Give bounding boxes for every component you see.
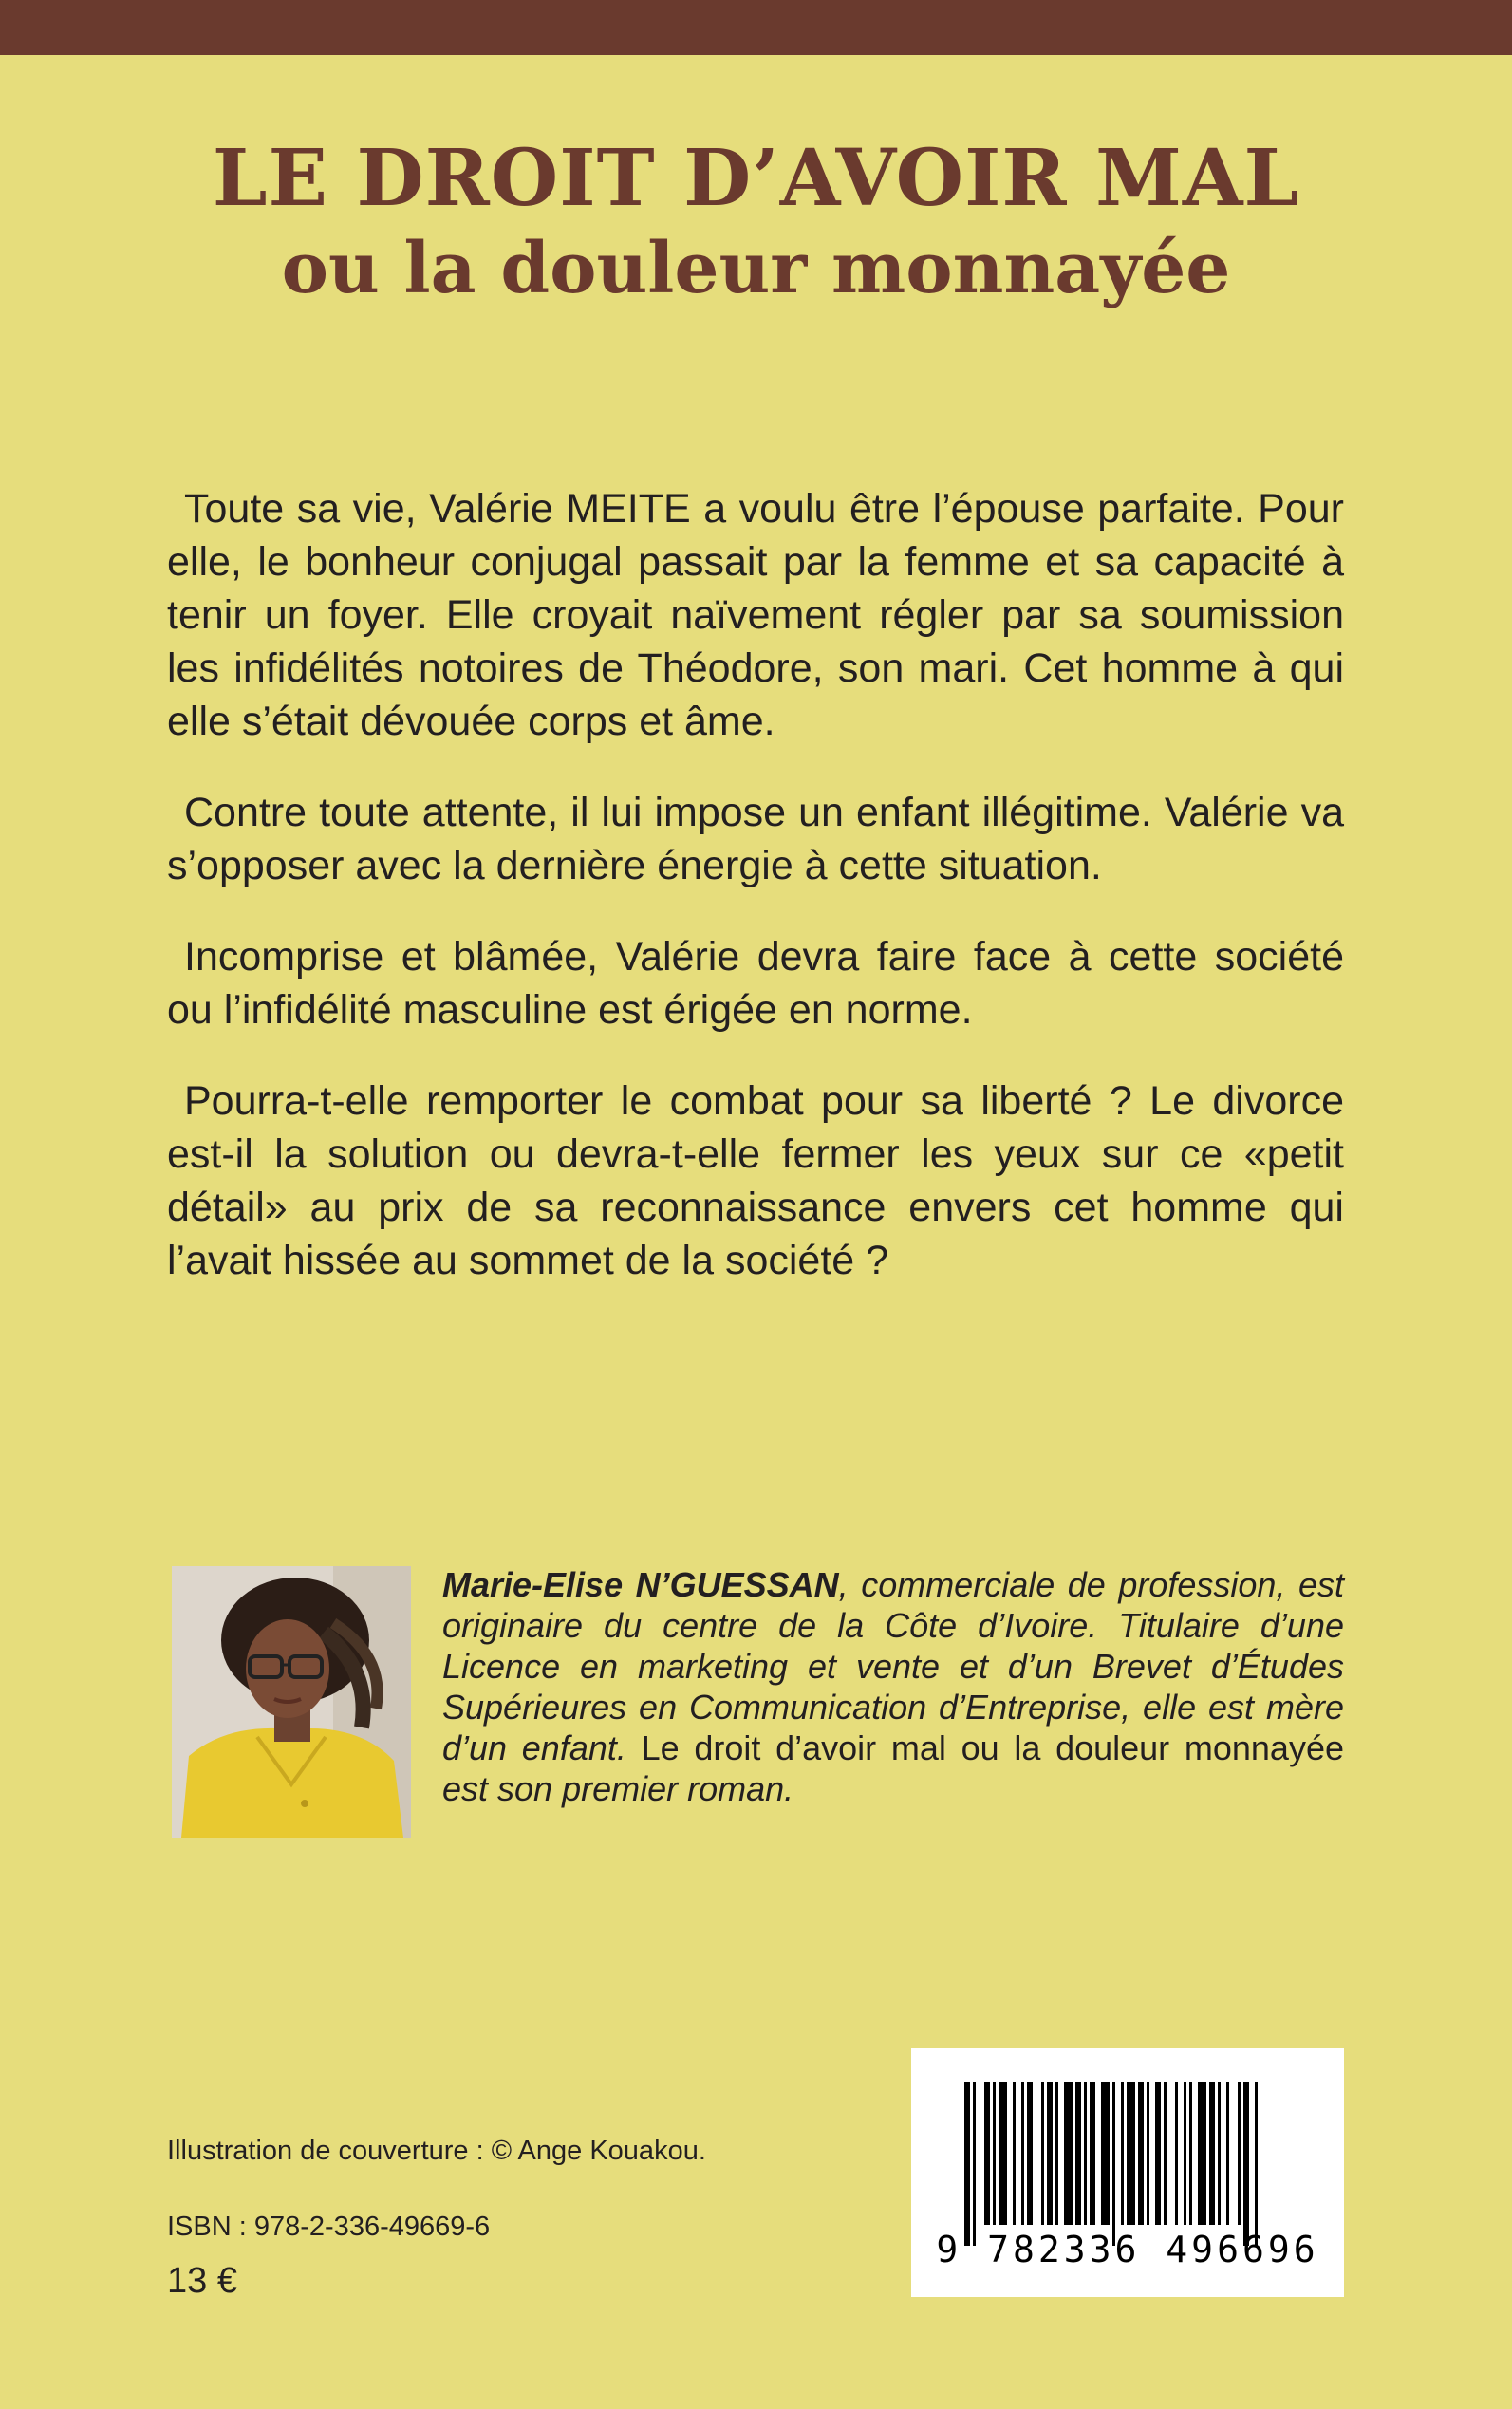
barcode-bar	[964, 2082, 970, 2246]
author-book-title: Le droit d’avoir mal ou la douleur monnayée	[641, 1728, 1344, 1767]
barcode-bar	[1218, 2082, 1221, 2225]
barcode-bar	[1198, 2082, 1206, 2225]
barcode-bar	[1064, 2082, 1073, 2225]
price: 13 €	[167, 2261, 237, 2301]
barcode-bar	[1175, 2082, 1178, 2225]
synopsis-paragraph: Incomprise et blâmée, Valérie devra faire face à cette société ou l’infidélité masculine est érigée en norme.	[167, 934, 1344, 1033]
barcode-bar	[1021, 2082, 1024, 2225]
barcode-bar	[1189, 2082, 1192, 2225]
barcode-bar	[1127, 2082, 1135, 2225]
barcode-bar	[993, 2082, 996, 2225]
barcode-bar	[973, 2082, 976, 2246]
author-photo	[172, 1566, 411, 1838]
barcode-bar	[999, 2082, 1007, 2225]
barcode-bar	[1075, 2082, 1081, 2225]
author-name: Marie-Elise N’GUESSAN	[442, 1565, 839, 1604]
synopsis	[167, 482, 1344, 1325]
barcode-bar	[1155, 2082, 1161, 2225]
author-bio	[442, 1564, 1344, 1809]
barcode-digits: 9 782336 496696	[936, 2229, 1319, 2270]
top-band	[0, 0, 1512, 55]
synopsis-paragraph: Contre toute attente, il lui impose un enfant illégitime. Valérie va s’opposer avec la dernière énergie à cette situation.	[167, 790, 1344, 888]
barcode-bar	[1226, 2082, 1229, 2225]
barcode-bar	[1164, 2082, 1167, 2225]
synopsis-paragraph: Pourra-t-elle remporter le combat pour sa liberté ? Le divorce est-il la solution ou devra-t-elle fermer les yeux sur ce «petit détail» au prix de sa reconnaissance envers cet homme qui l’avait hissée au sommet de la société ?	[167, 1078, 1344, 1283]
author-bio-text: , commerciale de profession, est originaire du centre de la Côte d’Ivoire. Titulaire d’une Licence en marketing et vente et d’un Brevet d’Études Supérieures en Communication d’Entreprise, elle est mère d’un enfant.	[442, 1565, 1344, 1767]
barcode-bar	[1138, 2082, 1144, 2225]
barcode-bar	[1084, 2082, 1087, 2225]
barcode-bar	[984, 2082, 990, 2225]
barcode-bar	[1121, 2082, 1124, 2225]
barcode-bar	[1047, 2082, 1053, 2225]
barcode-bar	[1041, 2082, 1044, 2225]
barcode-bar	[1243, 2082, 1249, 2246]
book-title: LE DROIT D’AVOIR MAL	[212, 133, 1300, 224]
author-portrait-illustration	[172, 1566, 411, 1838]
isbn: ISBN : 978-2-336-49669-6	[167, 2212, 491, 2242]
illustration-credit: Illustration de couverture : © Ange Kouakou.	[167, 2136, 706, 2166]
barcode	[911, 2048, 1344, 2297]
barcode-bar	[1112, 2082, 1115, 2246]
barcode-bar	[1209, 2082, 1215, 2225]
barcode-bar	[1184, 2082, 1186, 2225]
barcode-bar	[1255, 2082, 1258, 2246]
barcode-bar	[1147, 2082, 1149, 2225]
book-subtitle: ou la douleur monnayée	[281, 228, 1231, 309]
barcode-bar	[1027, 2082, 1033, 2225]
barcode-bar	[1055, 2082, 1058, 2225]
barcode-bar	[1013, 2082, 1016, 2225]
author-bio-ending: est son premier roman.	[442, 1769, 794, 1808]
synopsis-paragraph: Toute sa vie, Valérie MEITE a voulu être l’épouse parfaite. Pour elle, le bonheur conjugal passait par la femme et sa capacité à tenir un foyer. Elle croyait naïvement régler par sa soumission les infidélités notoires de Théodore, son mari. Cet homme à qui elle s’était dévouée corps et âme.	[167, 486, 1344, 744]
barcode-bar	[1090, 2082, 1095, 2225]
barcode-bar	[1238, 2082, 1241, 2225]
barcode-bar	[1101, 2082, 1110, 2225]
